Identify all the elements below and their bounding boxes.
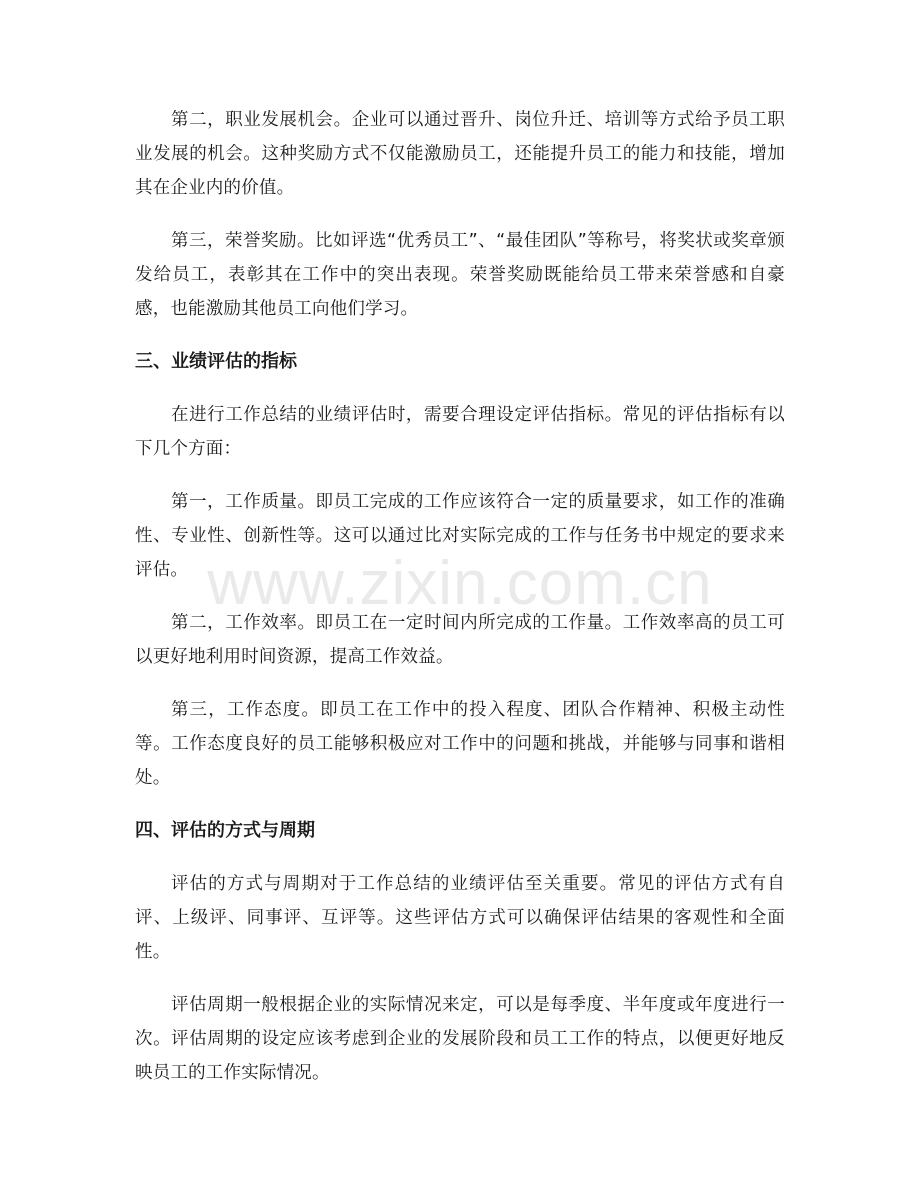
- paragraph-work-attitude: 第三，工作态度。即员工在工作中的投入程度、团队合作精神、积极主动性等。工作态度良好的员工能够积极应对工作中的问题和挑战，并能够与同事和谐相处。: [135, 700, 785, 788]
- paragraph-work-quality: 第一，工作质量。即员工完成的工作应该符合一定的质量要求，如工作的准确性、专业性、创新性等。这可以通过比对实际完成的工作与任务书中规定的要求来评估。: [135, 492, 785, 580]
- section-3-heading: 三、业绩评估的指标: [135, 351, 297, 372]
- watermark: www.zixin.com.cn: [207, 549, 713, 618]
- paragraph-evaluation-cycle: 评估周期一般根据企业的实际情况来定，可以是每季度、半年度或年度进行一次。评估周期的设定应该考虑到企业的发展阶段和员工工作的特点，以便更好地反映员工的工作实际情况。: [135, 995, 785, 1083]
- paragraph-evaluation-methods: 评估的方式与周期对于工作总结的业绩评估至关重要。常见的评估方式有自评、上级评、同事评、互评等。这些评估方式可以确保评估结果的客观性和全面性。: [135, 874, 785, 962]
- paragraph-career-development: 第二，职业发展机会。企业可以通过晋升、岗位升迁、培训等方式给予员工职业发展的机会。这种奖励方式不仅能激励员工，还能提升员工的能力和技能，增加其在企业内的价值。: [135, 110, 785, 198]
- paragraph-indicators-intro: 在进行工作总结的业绩评估时，需要合理设定评估指标。常见的评估指标有以下几个方面：: [135, 405, 785, 459]
- section-4-heading: 四、评估的方式与周期: [135, 820, 315, 841]
- paragraph-work-efficiency: 第二，工作效率。即员工在一定时间内所完成的工作量。工作效率高的员工可以更好地利用时间资源，提高工作效益。: [135, 613, 785, 667]
- document-body: [135, 103, 785, 1109]
- paragraph-honor-reward: 第三，荣誉奖励。比如评选“优秀员工”、“最佳团队”等称号，将奖状或奖章颁发给员工，表彰其在工作中的突出表现。荣誉奖励既能给员工带来荣誉感和自豪感，也能激励其他员工向他们学习。: [135, 231, 785, 319]
